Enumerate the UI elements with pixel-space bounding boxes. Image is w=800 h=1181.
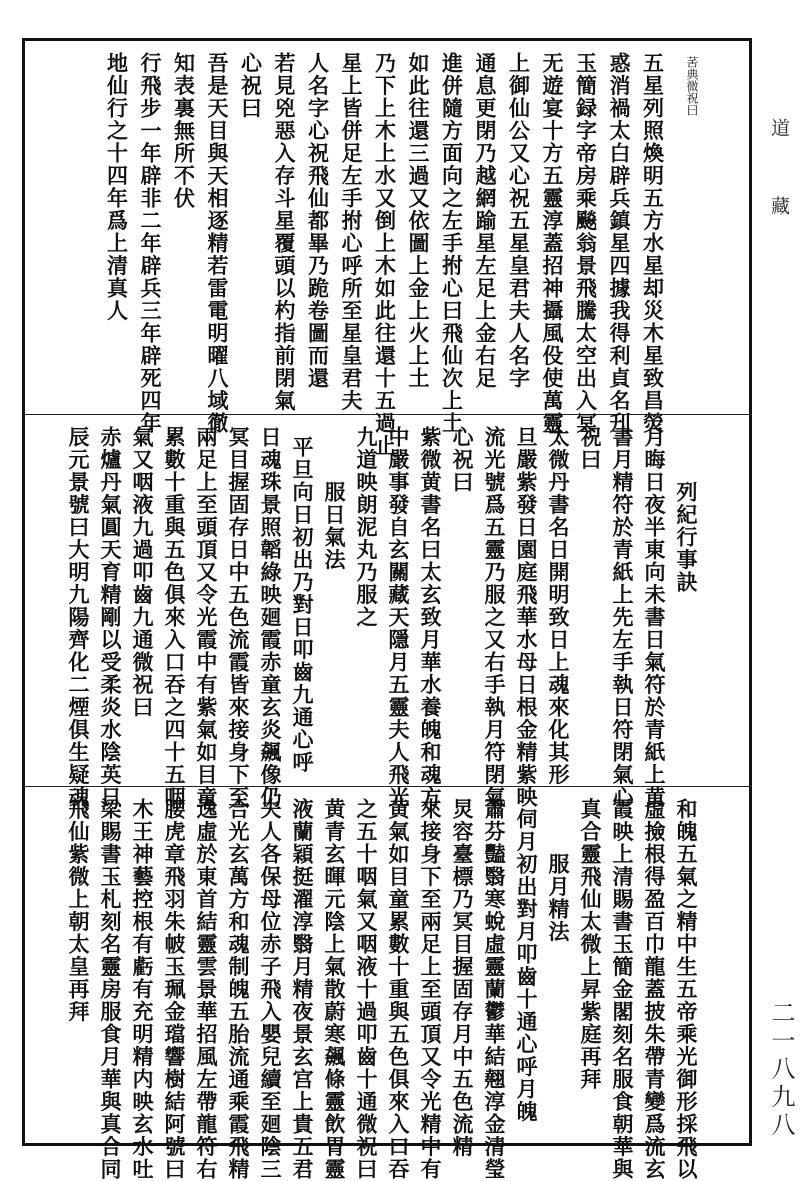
top-text-column: 知表裏無所不伏 [171, 52, 197, 210]
bottom-text-column: 飛仙紫微上朝太皇再拜 [66, 798, 91, 1023]
middle-text-column: 列紀行事訣 [674, 481, 699, 594]
middle-text-column: 服日氣法 [322, 481, 347, 571]
top-text-column: 如此往還三過又依圖上金上火上土 [406, 52, 431, 390]
middle-text-column: 累數十重與五色俱來入口吞之四十五咽 [162, 426, 187, 809]
middle-text-column: 祝曰 [578, 426, 603, 471]
collection-mark-zang: 藏 [768, 196, 790, 217]
middle-text-column: 書月精符於青紙上先左手執日符閉氣心 [610, 426, 635, 809]
bottom-text-column: 逸虛於東首結靈雲景華招風左帶龍符右 [194, 798, 219, 1181]
top-text-column: 上御仙公又心祝五星皇君夫人名字 [506, 52, 532, 390]
bottom-text-column: 夫人各保母位赤子飛入嬰兒續至廻陰三 [258, 798, 283, 1181]
middle-text-column: 兩足上至頭頂又令光霞中有紫氣如目童 [194, 426, 219, 809]
middle-text-column: 太微丹書名日開明致日上魂來化其形 [546, 426, 571, 786]
bottom-text-column: 來接身下至兩足上至頭頂又令光精中有 [418, 798, 443, 1181]
top-text-column: 星上皆併足左手拊心呼所至星皇君夫 [339, 52, 364, 412]
top-text-column: 吾是天目與天相逐精若雷電明曜八域徹 [205, 52, 230, 435]
top-text-column: 心祝曰 [238, 52, 264, 120]
bottom-text-column: 和魄五氣之精中生五帝乘光御形採飛以 [674, 798, 699, 1181]
bottom-text-column: 黄氣如目童累數十重與五色俱來入口吞 [386, 798, 411, 1181]
middle-text-column: 紫微黄書名曰太玄致月華水養魄和魂方 [418, 426, 443, 809]
top-text-column: 玉簡録字帝房乘飈翁景飛騰太空出入冥 [573, 52, 599, 435]
middle-text-column: 氣又咽液九過叩齒九通微祝曰 [130, 426, 155, 719]
bottom-text-column: 伺月初出對月叩齒十通心呼月魄 [514, 808, 539, 1123]
collection-mark-dao: 道 [768, 118, 790, 139]
middle-text-column: 日魂珠景照韜綠映廻霞赤童玄炎飆像仍 [258, 426, 283, 809]
bottom-text-column: 液蘭穎挺濯淳翳月精夜景玄宫上貴五君 [290, 798, 315, 1181]
middle-text-column: 流光號爲五靈乃服之又右手執月符閉氣 [482, 426, 507, 809]
bottom-text-column: 霞映上清賜書玉簡金閣刻名服食朝華與 [610, 798, 635, 1181]
bottom-text-column: 虛撿根得盈百巾龍蓋披朱帶青變爲流玄 [642, 798, 667, 1181]
top-text-column: 乃下上木上水又倒上木如此往還十五過止 [372, 52, 398, 457]
middle-text-column: 冥目握固存日中五色流霞皆來接身下至 [226, 426, 251, 809]
middle-text-column: 心祝曰 [450, 426, 475, 494]
top-text-column: 通息更閉乃越網踰星左足上金右足 [473, 52, 498, 390]
top-text-column: 地仙行之十四年爲上清真人 [104, 52, 130, 322]
middle-text-column: 中嚴事發自玄關藏天隱月五靈夫人飛光 [386, 426, 411, 809]
bottom-text-column: 木王神藝控根有虧有充明精内映玄水吐 [130, 798, 155, 1181]
page-number: 二一八九八 [767, 1000, 795, 1140]
bottom-text-column: 黄青玄暉元陰上氣散蔚寒飆條靈飲胃靈 [322, 798, 347, 1181]
bottom-text-column: 真合靈飛仙太微上昇紫庭再拜 [578, 798, 603, 1091]
bottom-text-column: 腰虎章飛羽朱帔玉珮金璫響樹結阿號曰 [162, 798, 187, 1181]
middle-text-column: 平旦向日初出乃對日叩齒九通心呼 [290, 436, 315, 774]
bottom-text-column: 蕭芬豔翳寒蛻虛靈蘭鬱華結翹淳金清瑩 [482, 798, 507, 1181]
top-text-column: 无遊宴十方五靈淳蓋招神攝風伇使萬靈 [540, 52, 565, 435]
bottom-text-column: 合光玄萬方和魂制魄五胎流通乘霞飛精 [226, 798, 251, 1181]
middle-text-column: 赤爐丹氣圓天育精剛以受柔炎水陰英日 [98, 426, 123, 809]
bottom-text-column: 梁賜書玉札刻名靈房服食月華與真合同 [98, 798, 123, 1181]
bottom-text-column: 之五十咽氣又咽液十過叩齒十通微祝曰 [354, 798, 379, 1181]
top-text-column: 若見兇惡入存斗星覆頭以杓指前閉氣 [272, 52, 297, 412]
middle-text-column: 月晦日夜半東向未書日氣符於青紙上黄 [642, 426, 667, 809]
bottom-text-column: 炅容臺標乃冥目握固存月中五色流精 [450, 798, 475, 1158]
top-text-column: 䒷典微祝曰 [685, 56, 699, 116]
top-text-column: 人名字心祝飛仙都畢乃跪卷圖而還 [305, 52, 331, 390]
middle-text-column: 旦嚴紫發日園庭飛華水母日根金精紫映 [514, 426, 539, 809]
top-text-column: 惑消禍太白辟兵鎮星四據我得利貞名刋 [607, 52, 632, 435]
top-text-column: 進併隨方面向之左手拊心曰飛仙次上土 [439, 52, 465, 435]
top-text-column: 五星列照煥明五方水星却災木星致昌熒 [640, 52, 666, 435]
middle-text-column: 九道映朗泥丸乃服之 [354, 426, 379, 629]
bottom-text-column: 服月精法 [546, 853, 571, 943]
top-text-column: 行飛步一年辟非二年辟兵三年辟死四年 [138, 52, 163, 435]
middle-text-column: 辰元景號曰大明九陽齊化二煙俱生疑魂 [66, 426, 91, 809]
